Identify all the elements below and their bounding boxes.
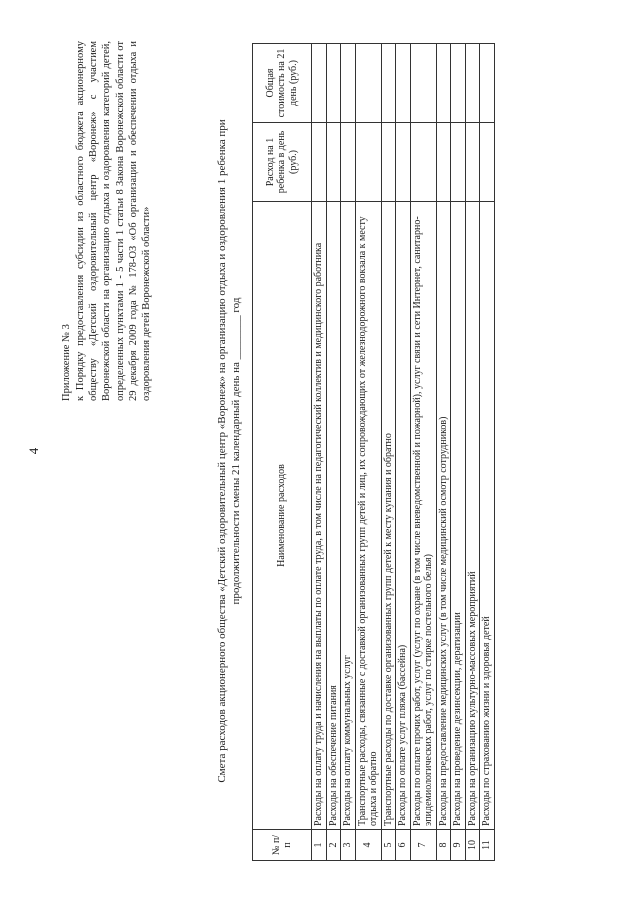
row-total: [451, 44, 466, 123]
page-number: 4: [26, 447, 41, 455]
row-total: [436, 44, 451, 123]
row-per-child: [451, 123, 466, 202]
row-total: [410, 44, 436, 123]
header-per-child: Расход на 1 ребенка в день (руб.): [253, 123, 312, 202]
rotated-page: [20, 21, 620, 881]
appendix-block: [60, 41, 153, 401]
estimate-title-line2: продолжительности смены 21 календарный день на ________ год: [230, 297, 243, 605]
row-name: Транспортные расходы по доставке организованных групп детей к месту купания и обратно: [381, 202, 396, 830]
table-row: [410, 44, 436, 861]
row-num: 3: [341, 830, 356, 861]
table-row: [436, 44, 451, 861]
table-row: [326, 44, 341, 861]
appendix-text: к Порядку предоставления субсидии из областного бюджета акционерному обществу «Детский оздоровительный центр «Воронеж» с участием Воронежской области на организацию отдыха и оздоровления категорий детей, определенных пунктами 1 - 5 части 1 статьи 8 Закона Воронежской области от 29 декабря 2009 года № 178-ОЗ «Об организации и обеспечении отдыха и оздоровления детей Воронежской области»: [75, 41, 152, 401]
row-name: Расходы на обеспечение питания: [326, 202, 341, 830]
row-per-child: [355, 123, 381, 202]
table-row: [480, 44, 495, 861]
table-row: [451, 44, 466, 861]
row-num: 9: [451, 830, 466, 861]
row-name: Расходы на организацию культурно-массовых мероприятий: [465, 202, 480, 830]
table-header-row: [253, 44, 312, 861]
row-total: [465, 44, 480, 123]
row-num: 1: [312, 830, 327, 861]
row-per-child: [480, 123, 495, 202]
row-per-child: [341, 123, 356, 202]
row-num: 2: [326, 830, 341, 861]
header-name: Наименование расходов: [253, 202, 312, 830]
row-per-child: [465, 123, 480, 202]
row-num: 11: [480, 830, 495, 861]
row-total: [341, 44, 356, 123]
row-name: Расходы по страхованию жизни и здоровья детей: [480, 202, 495, 830]
header-num: № п/п: [253, 830, 312, 861]
row-per-child: [326, 123, 341, 202]
cost-table: [252, 43, 495, 861]
row-name: Расходы по оплате услуг пляжа (бассейна): [396, 202, 411, 830]
row-total: [480, 44, 495, 123]
row-num: 8: [436, 830, 451, 861]
row-total: [312, 44, 327, 123]
row-total: [396, 44, 411, 123]
row-per-child: [312, 123, 327, 202]
row-name: Расходы на предоставление медицинских услуг (в том числе медицинский осмотр сотрудников): [436, 202, 451, 830]
row-per-child: [396, 123, 411, 202]
row-num: 7: [410, 830, 436, 861]
header-total: Общая стоимость на 21 день (руб.): [253, 44, 312, 123]
table-row: [312, 44, 327, 861]
row-name: Расходы по оплате прочих работ, услуг (услуг по охране (в том числе вневедомственной и пожарной), услуг связи и сети Интернет, санитарно-эпидемиологических работ, услуг по стирке постельного белья): [410, 202, 436, 830]
table-row: [355, 44, 381, 861]
row-name: Расходы на оплату коммунальных услуг: [341, 202, 356, 830]
table-row: [381, 44, 396, 861]
row-total: [355, 44, 381, 123]
row-num: 5: [381, 830, 396, 861]
table-row: [465, 44, 480, 861]
appendix-title: Приложение № 3: [61, 324, 72, 401]
row-name: Расходы на проведение дезинсекции, дератизации: [451, 202, 466, 830]
row-name: Расходы на оплату труда и начисления на выплаты по оплате труда, в том числе на педагогический коллектив и медицинского работника: [312, 202, 327, 830]
row-name: Транспортные расходы, связанные с доставкой организованных групп детей и лиц, их сопровождающих от железнодорожного вокзала к месту отдыха и обратно: [355, 202, 381, 830]
table-row: [396, 44, 411, 861]
row-per-child: [436, 123, 451, 202]
estimate-title: [215, 41, 244, 861]
table-row: [341, 44, 356, 861]
row-num: 4: [355, 830, 381, 861]
row-num: 10: [465, 830, 480, 861]
row-total: [381, 44, 396, 123]
row-total: [326, 44, 341, 123]
row-num: 6: [396, 830, 411, 861]
estimate-title-line1: Смета расходов акционерного общества «Детский оздоровительный центр «Воронеж» на организацию отдыха и оздоровления 1 ребенка при: [216, 119, 228, 783]
row-per-child: [410, 123, 436, 202]
row-per-child: [381, 123, 396, 202]
